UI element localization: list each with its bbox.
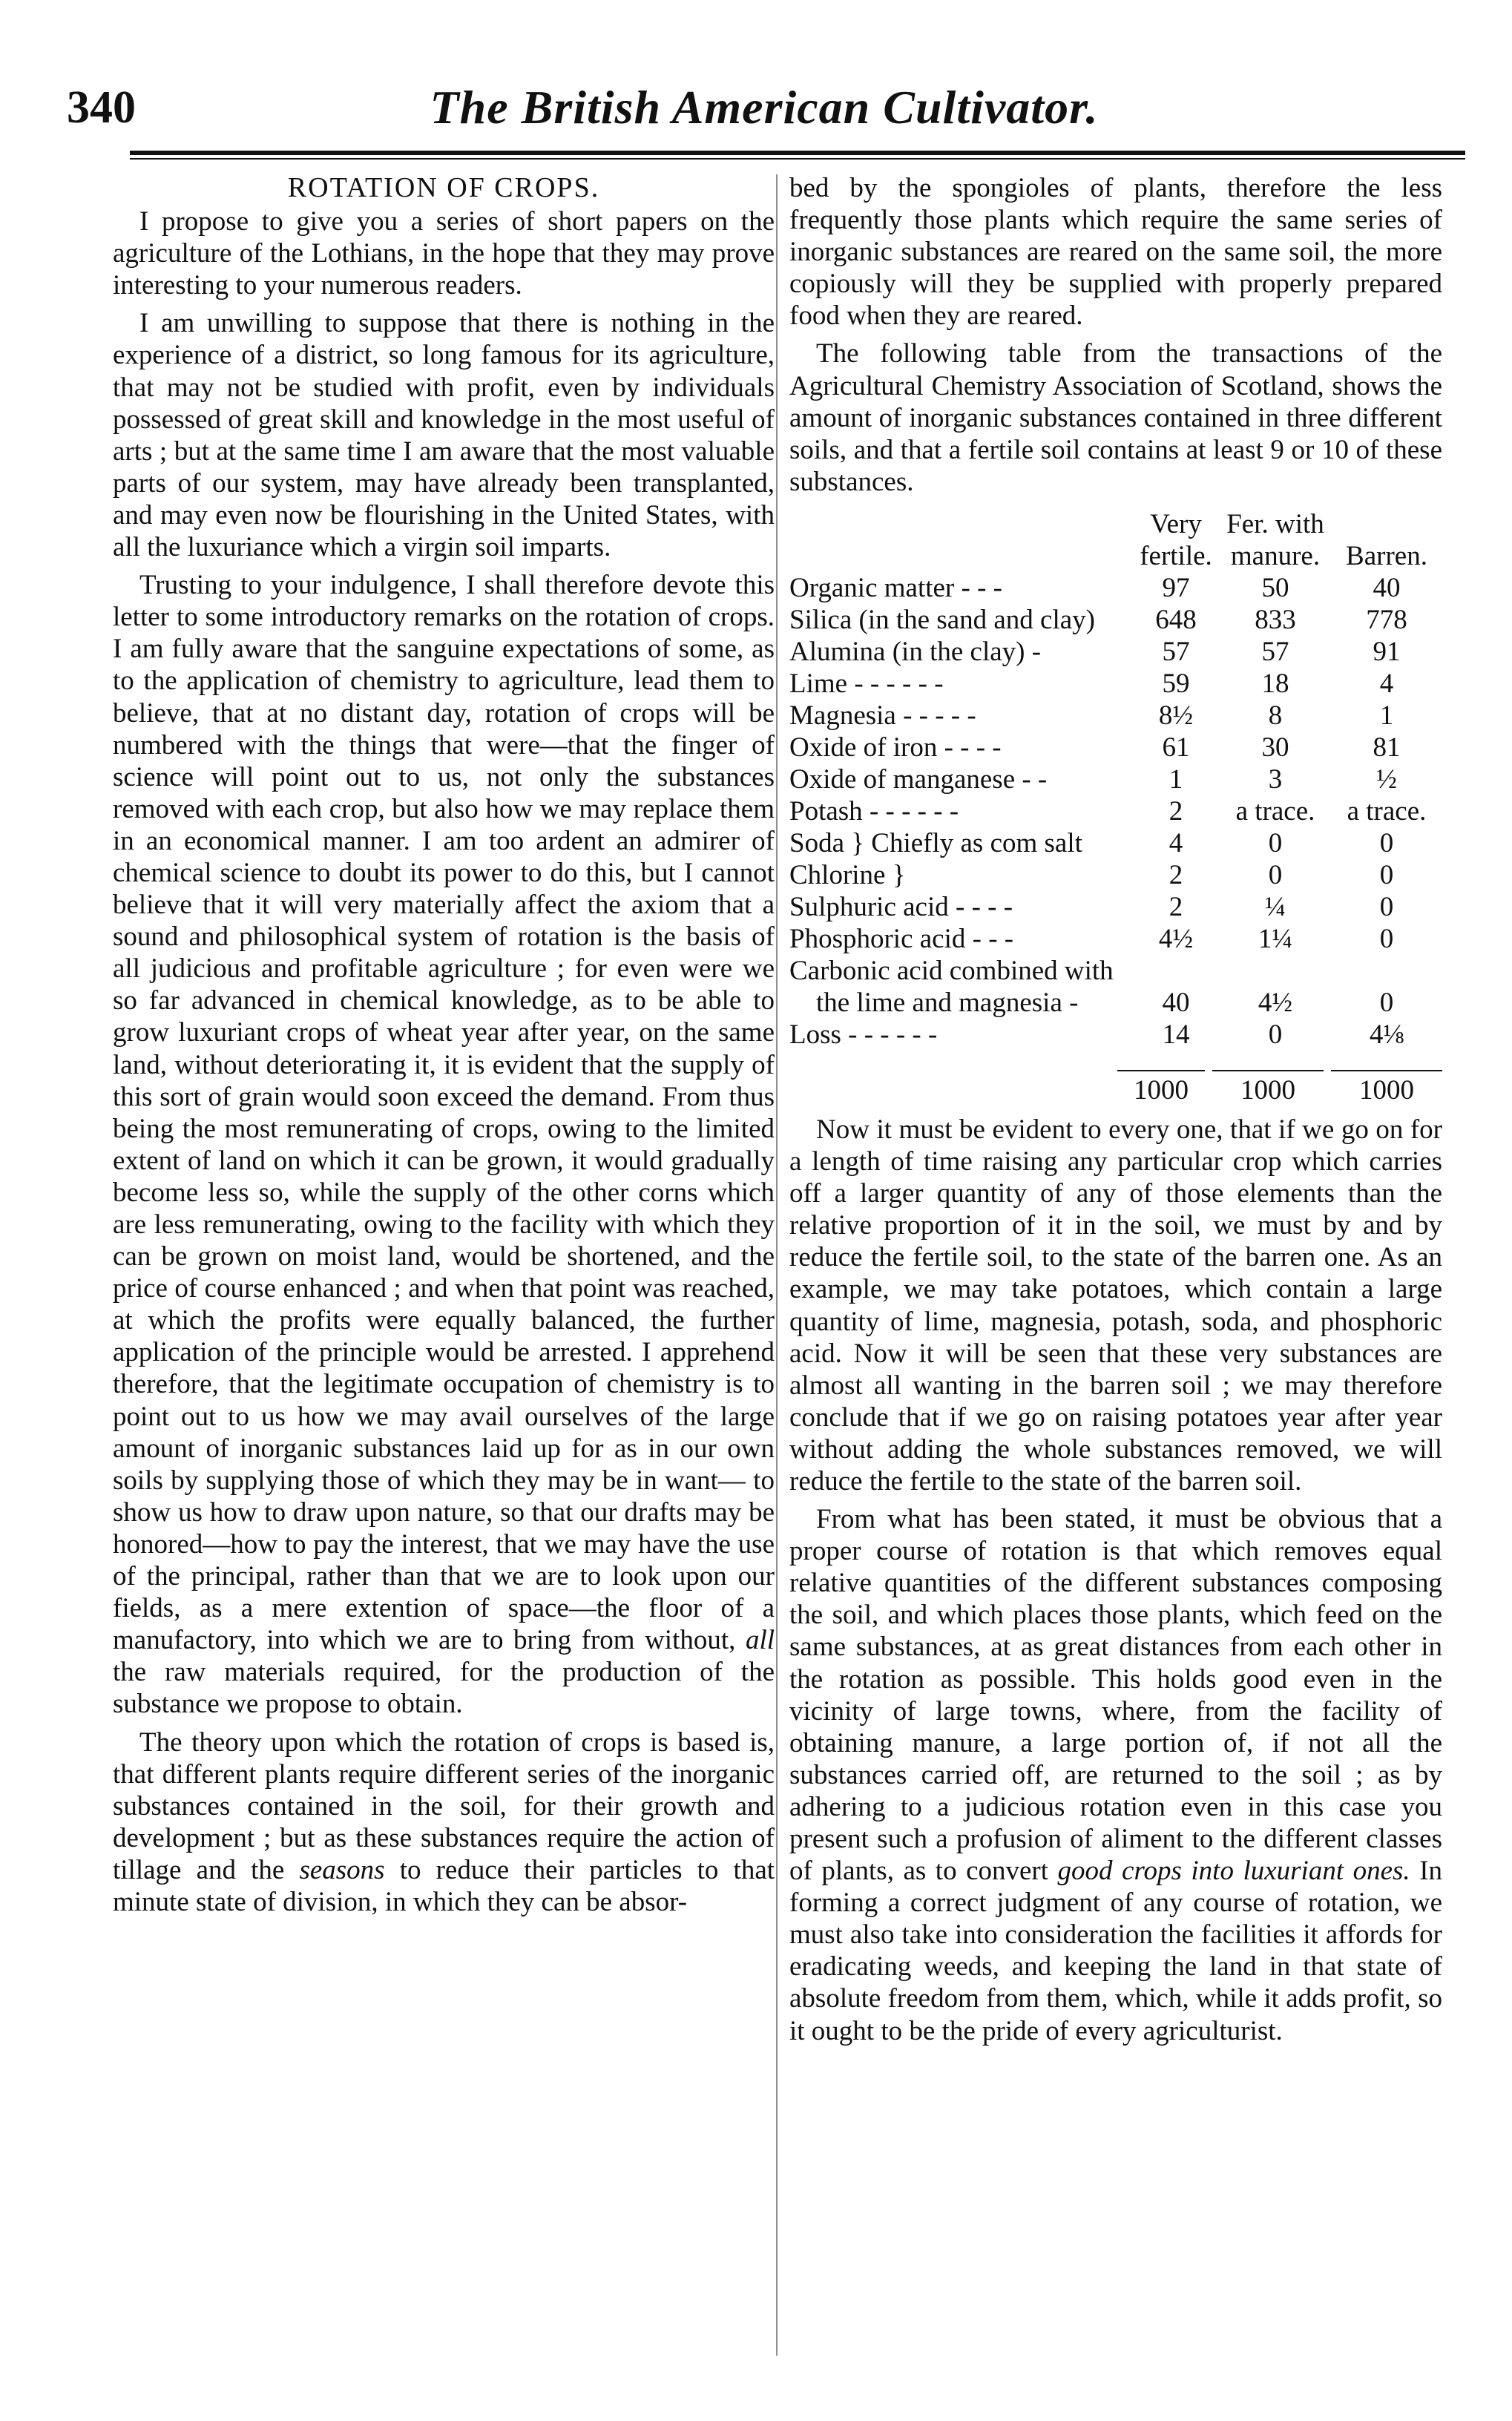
- paragraph-text: Trusting to your indulgence, I shall therefore devote this letter to some introductory remarks on the rotation of crops. I am fully aware that the sanguine expectations of some, as to the application of chemistry to agriculture, lead them to believe, that at no distant day, rotation of crops will be numbered with the things that were—that the finger of science will point out to us, not only the substances removed with each crop, but also how we may replace them in an economical manner. I am too ardent an admirer of chemical science to doubt its power to do this, but I cannot believe that it will very materially affect the axiom that a sound and philosophical system of rotation is the basis of all judicious and profitable agriculture ; for even were we so far advanced in chemical knowledge, as to be able to grow luxuriant crops of wheat year after year, on the same land, without deteriorating it, it is evident that the supply of this sort of grain would soon exceed the demand. From thus being the most remunerating of crops, owing to the limited extent of land on which it can be grown, it would gradually become less so, while the supply of the other corns which are less remunerating, owing to the facility with which they can be grown on moist land, would be shortened, and the price of course enhanced ; and when that point was reached, at which the profits were equally balanced, the further application of the principle would be arrested. I apprehend therefore, that the legitimate occupation of chemistry is to point out to us how we may avail ourselves of the large amount of inorganic substances laid up for as in our own soils by supplying those of which they may be in want— to show us how to draw upon nature, so that our drafts may be honored—how to pay the interest, that we may have the use of the principal, rather than that we are to look upon our fields, as a mere extention of space—the floor of a manufactory, into which we are to bring from without,: [113, 570, 775, 1656]
- table-cell: a trace.: [1235, 795, 1315, 827]
- paragraph-text: the raw materials required, for the production of the substance we propose to obtain.: [113, 1657, 775, 1720]
- row-label: Magnesia - - - - -: [789, 700, 976, 731]
- table-cell: 0: [1379, 891, 1394, 922]
- column-header: Very: [1150, 508, 1202, 539]
- table-totals-row: [789, 1070, 1442, 1106]
- table-row: [789, 987, 1442, 1019]
- table-body: [789, 572, 1442, 1051]
- italic-phrase: good crops into luxuriant ones.: [1057, 1856, 1410, 1887]
- right-column: [789, 172, 1442, 2053]
- table-cell: 50: [1261, 572, 1289, 603]
- paragraph-text: From what has been stated, it must be obvious that a proper course of rotation is that which removes equal relative quantities of the different substances composing the soil, and which places those plants, which feed on the same substances, at as great distances from each other in the rotation as possible. This holds good even in the vicinity of large towns, where, from the facility of obtaining manure, a large portion of, if not all the substances carried off, are returned to the soil ; as by adhering to a judicious rotation even in this case you present such a profusion of aliment to the different classes of plants, as to convert: [789, 1504, 1442, 1887]
- table-row: [789, 636, 1442, 668]
- row-label: Sulphuric acid - - - -: [789, 891, 1013, 922]
- table-cell: 833: [1255, 604, 1296, 635]
- table-header-row-2: [789, 540, 1442, 572]
- table-cell: 30: [1261, 732, 1289, 763]
- header-rule: [130, 151, 1465, 155]
- column-header: Fer. with: [1226, 508, 1324, 539]
- table-cell: 8: [1268, 700, 1283, 731]
- total-cell: 1000: [1212, 1070, 1324, 1106]
- table-cell: 97: [1162, 572, 1190, 603]
- table-cell: 4⅛: [1369, 1019, 1404, 1050]
- table-cell: ¼: [1265, 891, 1286, 922]
- table-cell: 2: [1168, 891, 1183, 922]
- table-cell: 0: [1379, 827, 1394, 858]
- table-row: [789, 795, 1442, 827]
- table-cell: 0: [1268, 1019, 1283, 1050]
- table-row: [789, 923, 1442, 955]
- paragraph: I propose to give you a series of short papers on the agriculture of the Lothians, in the hope that they may prove interesting to your numerous readers.: [113, 206, 775, 301]
- table-cell: 59: [1162, 668, 1190, 699]
- table-row: [789, 859, 1442, 891]
- paragraph: bed by the spongioles of plants, therefore the less frequently those plants which require the same series of inorganic substances are reared on the same soil, the more copiously will they be supplied with properly prepared food when they are reared.: [789, 173, 1442, 332]
- column-header: [1331, 508, 1442, 540]
- row-label: Potash - - - - - -: [789, 795, 959, 827]
- table-cell: 2: [1168, 859, 1183, 890]
- paragraph: The following table from the transactions of the Agricultural Chemistry Association of Scotland, shows the amount of inorganic substances contained in three different soils, and that a fertile soil contains at least 9 or 10 of these substances.: [789, 338, 1442, 497]
- paragraph-text: The theory upon which the rotation of crops is based is, that different plants require different series of the inorganic substances contained in the soil, for their growth and development ; but as these substances require the action of tillage and the: [113, 1727, 775, 1885]
- table-row: [789, 732, 1442, 763]
- table-cell: 1¼: [1258, 923, 1293, 954]
- table-row: [789, 700, 1442, 732]
- row-label: the lime and magnesia -: [816, 987, 1079, 1018]
- total-cell: 1000: [1331, 1070, 1442, 1106]
- column-header: manure.: [1230, 540, 1321, 571]
- page-header: [67, 67, 1462, 148]
- table-row: [789, 668, 1442, 700]
- table-cell: 0: [1268, 827, 1283, 858]
- table-header-row-1: [789, 508, 1442, 540]
- column-divider: [776, 174, 778, 2356]
- table-cell: 4: [1379, 668, 1394, 699]
- row-label: Alumina (in the clay) -: [789, 636, 1042, 667]
- row-label: Soda } Chiefly as com salt: [789, 827, 1082, 858]
- table-cell: 1: [1379, 700, 1394, 731]
- italic-word: seasons: [299, 1854, 385, 1885]
- row-label: Oxide of manganese - -: [789, 763, 1048, 795]
- paragraph: [789, 1503, 1442, 2047]
- row-label: Silica (in the sand and clay): [789, 604, 1096, 635]
- row-label: Chlorine }: [789, 859, 906, 890]
- soil-composition-table: [789, 508, 1442, 1106]
- table-cell: 40: [1162, 987, 1190, 1018]
- table-cell: 3: [1268, 763, 1283, 795]
- column-header: Barren.: [1346, 540, 1427, 571]
- row-label: Oxide of iron - - - -: [789, 732, 1002, 763]
- paragraph: I am unwilling to suppose that there is nothing in the experience of a district, so long famous for its agriculture, that may not be studied with profit, even by individuals possessed of great skill and knowledge in the most useful of arts ; but at the same time I am aware that the most valuable parts of our system, may have already been transplanted, and may even now be flourishing in the United States, with all the luxuriance which a virgin soil imparts.: [113, 308, 775, 563]
- table-cell: 4½: [1258, 987, 1293, 1018]
- row-label: Phosphoric acid - - -: [789, 923, 1014, 954]
- table-row: [789, 572, 1442, 604]
- table-cell: ½: [1376, 763, 1397, 795]
- table-row: [789, 1019, 1442, 1051]
- table-cell: 61: [1162, 732, 1190, 763]
- left-column: [113, 172, 775, 1924]
- italic-word: all: [745, 1625, 775, 1656]
- header-rule-thin: [130, 158, 1465, 160]
- table-cell: 0: [1268, 859, 1283, 890]
- table-row: [789, 763, 1442, 795]
- paragraph: [113, 1727, 775, 1919]
- paragraph-text: to reduce their particles to that minute state of division, in which they can be absor-: [113, 1854, 775, 1917]
- table-cell: 4½: [1158, 923, 1194, 954]
- row-label: Carbonic acid combined with: [789, 955, 1114, 986]
- paragraph: [113, 569, 775, 1720]
- table-cell: 778: [1366, 604, 1407, 635]
- table-cell: 0: [1379, 987, 1394, 1018]
- table-cell: 648: [1155, 604, 1197, 635]
- article-title: ROTATION OF CROPS.: [287, 172, 600, 203]
- table-cell: 18: [1261, 668, 1289, 699]
- column-header: fertile.: [1140, 540, 1212, 571]
- table-cell: 2: [1168, 795, 1183, 827]
- table-cell: 0: [1379, 859, 1394, 890]
- page-number: 340: [67, 82, 136, 133]
- row-label: Organic matter - - -: [789, 572, 1002, 603]
- table-cell: 91: [1373, 636, 1401, 667]
- paragraph-text: In forming a correct judgment of any course of rotation, we must also take into consideration the facilities it affords for eradicating weeds, and keeping the land in that state of absolute freedom from them, which, while it adds profit, so it ought to be the pride of every agriculturist.: [789, 1856, 1443, 2046]
- table-cell: 4: [1168, 827, 1183, 858]
- table-row: [789, 604, 1442, 636]
- table-cell: 0: [1379, 923, 1394, 954]
- total-cell: 1000: [1117, 1070, 1205, 1106]
- table-cell: 14: [1162, 1019, 1190, 1050]
- table-cell: 57: [1261, 636, 1289, 667]
- table-cell: 40: [1373, 572, 1401, 603]
- table-cell: a trace.: [1347, 795, 1427, 827]
- table-cell: 81: [1373, 732, 1401, 763]
- table-cell: 8½: [1158, 700, 1194, 731]
- table-cell: 57: [1162, 636, 1190, 667]
- row-label: Loss - - - - - -: [789, 1019, 938, 1050]
- table-row: [789, 955, 1442, 987]
- paragraph: Now it must be evident to every one, that if we go on for a length of time raising any particular crop which carries off a larger quantity of any of those elements than the relative proportion of it in the soil, we must by and by reduce the fertile soil, to the state of the barren one. As an example, we may take potatoes, which contain a large quantity of lime, magnesia, potash, soda, and phosphoric acid. Now it will be seen that these very substances are almost all wanting in the barren soil ; we may therefore conclude that if we go on raising potatoes year after year without adding the whole substances removed, we will reduce the fertile to the state of the barren soil.: [789, 1114, 1442, 1497]
- table-row: [789, 827, 1442, 859]
- running-title: The British American Cultivator.: [430, 81, 1099, 134]
- table-row: [789, 891, 1442, 923]
- row-label: Lime - - - - - -: [789, 668, 944, 699]
- table-cell: 1: [1168, 763, 1183, 795]
